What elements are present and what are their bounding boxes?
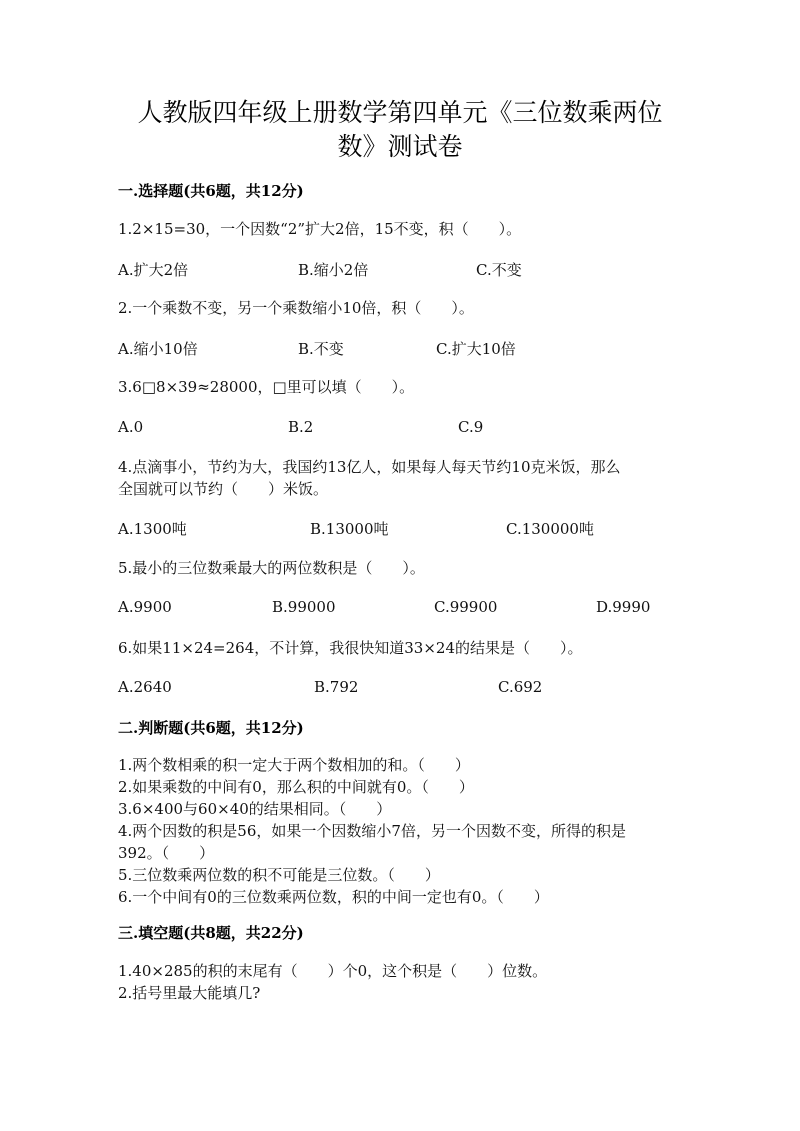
option-b: B.2 xyxy=(288,418,314,436)
option-b: B.不变 xyxy=(298,340,344,358)
option-b: B.99000 xyxy=(272,598,336,616)
section-heading-judge: 二.判断题(共6题，共12分) xyxy=(118,719,304,737)
option-c: C.不变 xyxy=(476,261,522,279)
judge-item: 6.一个中间有0的三位数乘两位数，积的中间一定也有0。（ ） xyxy=(118,888,549,906)
question-text-line1: 4.点滴事小，节约为大，我国约13亿人，如果每人每天节约10克米饭，那么 xyxy=(118,458,621,476)
option-d: D.9990 xyxy=(596,598,651,616)
option-c: C.692 xyxy=(498,678,543,696)
judge-item: 3.6×400与60×40的结果相同。（ ） xyxy=(118,800,392,818)
question-text-line2: 全国就可以节约（ ）米饭。 xyxy=(118,480,329,498)
judge-item-line2: 392。（ ） xyxy=(118,844,215,862)
judge-item: 1.两个数相乘的积一定大于两个数相加的和。（ ） xyxy=(118,756,470,774)
option-a: A.9900 xyxy=(118,598,172,616)
section-heading-fill: 三.填空题(共8题，共22分) xyxy=(118,924,304,942)
judge-item: 2.如果乘数的中间有0，那么积的中间就有0。（ ） xyxy=(118,778,474,796)
option-c: C.9 xyxy=(458,418,484,436)
judge-item-line1: 4.两个因数的积是56，如果一个因数缩小7倍，另一个因数不变，所得的积是 xyxy=(118,822,626,840)
judge-item: 5.三位数乘两位数的积不可能是三位数。（ ） xyxy=(118,866,440,884)
section-heading-choice: 一.选择题(共6题，共12分) xyxy=(118,182,304,200)
question-text: 1.2×15=30，一个因数“2”扩大2倍，15不变，积（ ）。 xyxy=(118,220,522,238)
page-title-line2: 数》测试卷 xyxy=(337,132,463,161)
fill-item: 1.40×285的积的末尾有（ ）个0，这个积是（ ）位数。 xyxy=(118,962,548,980)
question-text: 3.6□8×39≈28000，□里可以填（ ）。 xyxy=(118,378,415,396)
option-b: B.792 xyxy=(314,678,359,696)
option-c: C.扩大10倍 xyxy=(436,340,516,358)
question-text: 6.如果11×24=264，不计算，我很快知道33×24的结果是（ ）。 xyxy=(118,639,583,657)
option-b: B.13000吨 xyxy=(310,520,389,538)
option-c: C.130000吨 xyxy=(506,520,594,538)
option-c: C.99900 xyxy=(434,598,498,616)
fill-item: 2.括号里最大能填几? xyxy=(118,984,261,1002)
option-a: A.缩小10倍 xyxy=(118,340,198,358)
option-b: B.缩小2倍 xyxy=(298,261,369,279)
question-text: 2.一个乘数不变，另一个乘数缩小10倍，积（ ）。 xyxy=(118,299,474,317)
option-a: A.2640 xyxy=(118,678,172,696)
option-a: A.0 xyxy=(118,418,144,436)
option-a: A.扩大2倍 xyxy=(118,261,189,279)
page-title-line1: 人教版四年级上册数学第四单元《三位数乘两位 xyxy=(137,98,663,127)
option-a: A.1300吨 xyxy=(118,520,187,538)
question-text: 5.最小的三位数乘最大的两位数积是（ ）。 xyxy=(118,559,425,577)
